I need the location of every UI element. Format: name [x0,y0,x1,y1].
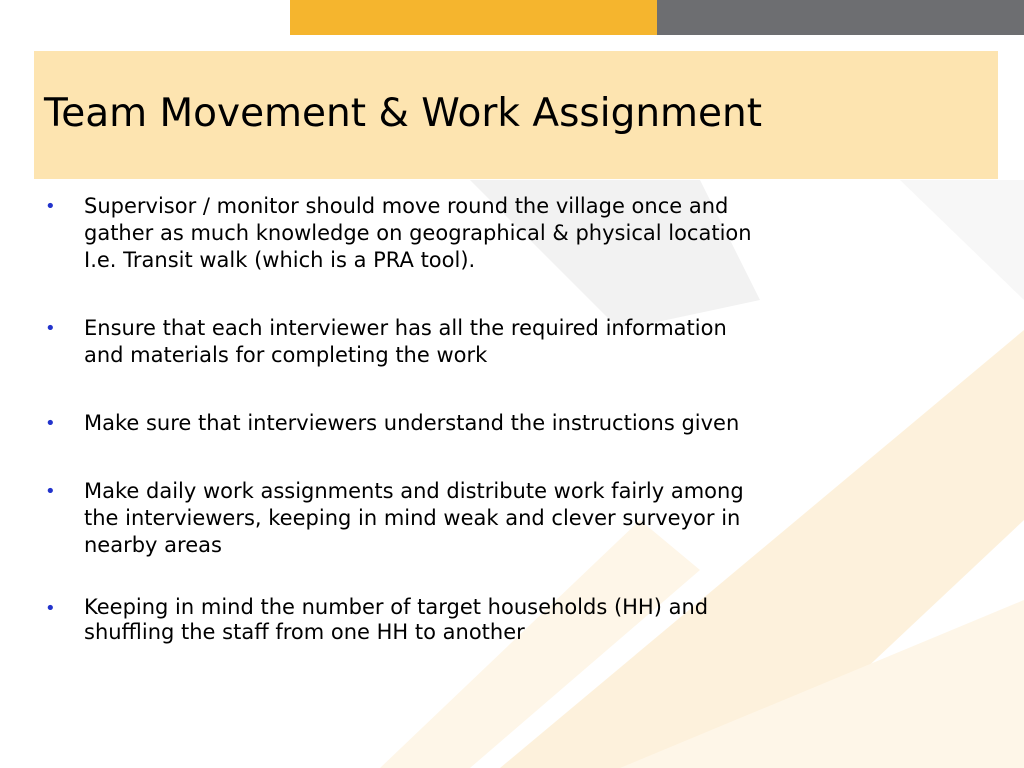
bullet-line: I.e. Transit walk (which is a PRA tool). [84,248,476,272]
bullet-item [40,193,752,274]
bullet-line: the interviewers, keeping in mind weak and clever surveyor in [84,506,741,530]
bullet-line: shuffling the staff from one HH to another [84,620,525,644]
title-band [34,51,998,179]
bullet-line: Make sure that interviewers understand the instructions given [84,411,740,435]
bullet-icon: • [45,413,56,434]
bullet-icon: • [45,481,56,502]
bullet-line: Ensure that each interviewer has all the required information [84,316,727,340]
bullet-icon: • [45,318,56,339]
bullet-line: Make daily work assignments and distribute work fairly among [84,479,744,503]
top-accent-bar-yellow [290,0,657,35]
bullet-line: gather as much knowledge on geographical & physical location [84,221,752,245]
bullet-line: Keeping in mind the number of target households (HH) and [84,595,709,619]
bullet-line: Supervisor / monitor should move round the village once and [84,194,729,218]
bullet-item [40,410,739,437]
bullet-item [40,315,727,369]
bullet-icon: • [45,196,56,217]
slide-title: Team Movement & Work Assignment [44,91,763,136]
top-accent-bar-gray [657,0,1024,35]
bullet-item [40,478,744,559]
bullet-line: nearby areas [84,533,222,557]
bullet-item [40,595,708,645]
bullet-icon: • [45,598,56,619]
bullet-line: and materials for completing the work [84,343,488,367]
